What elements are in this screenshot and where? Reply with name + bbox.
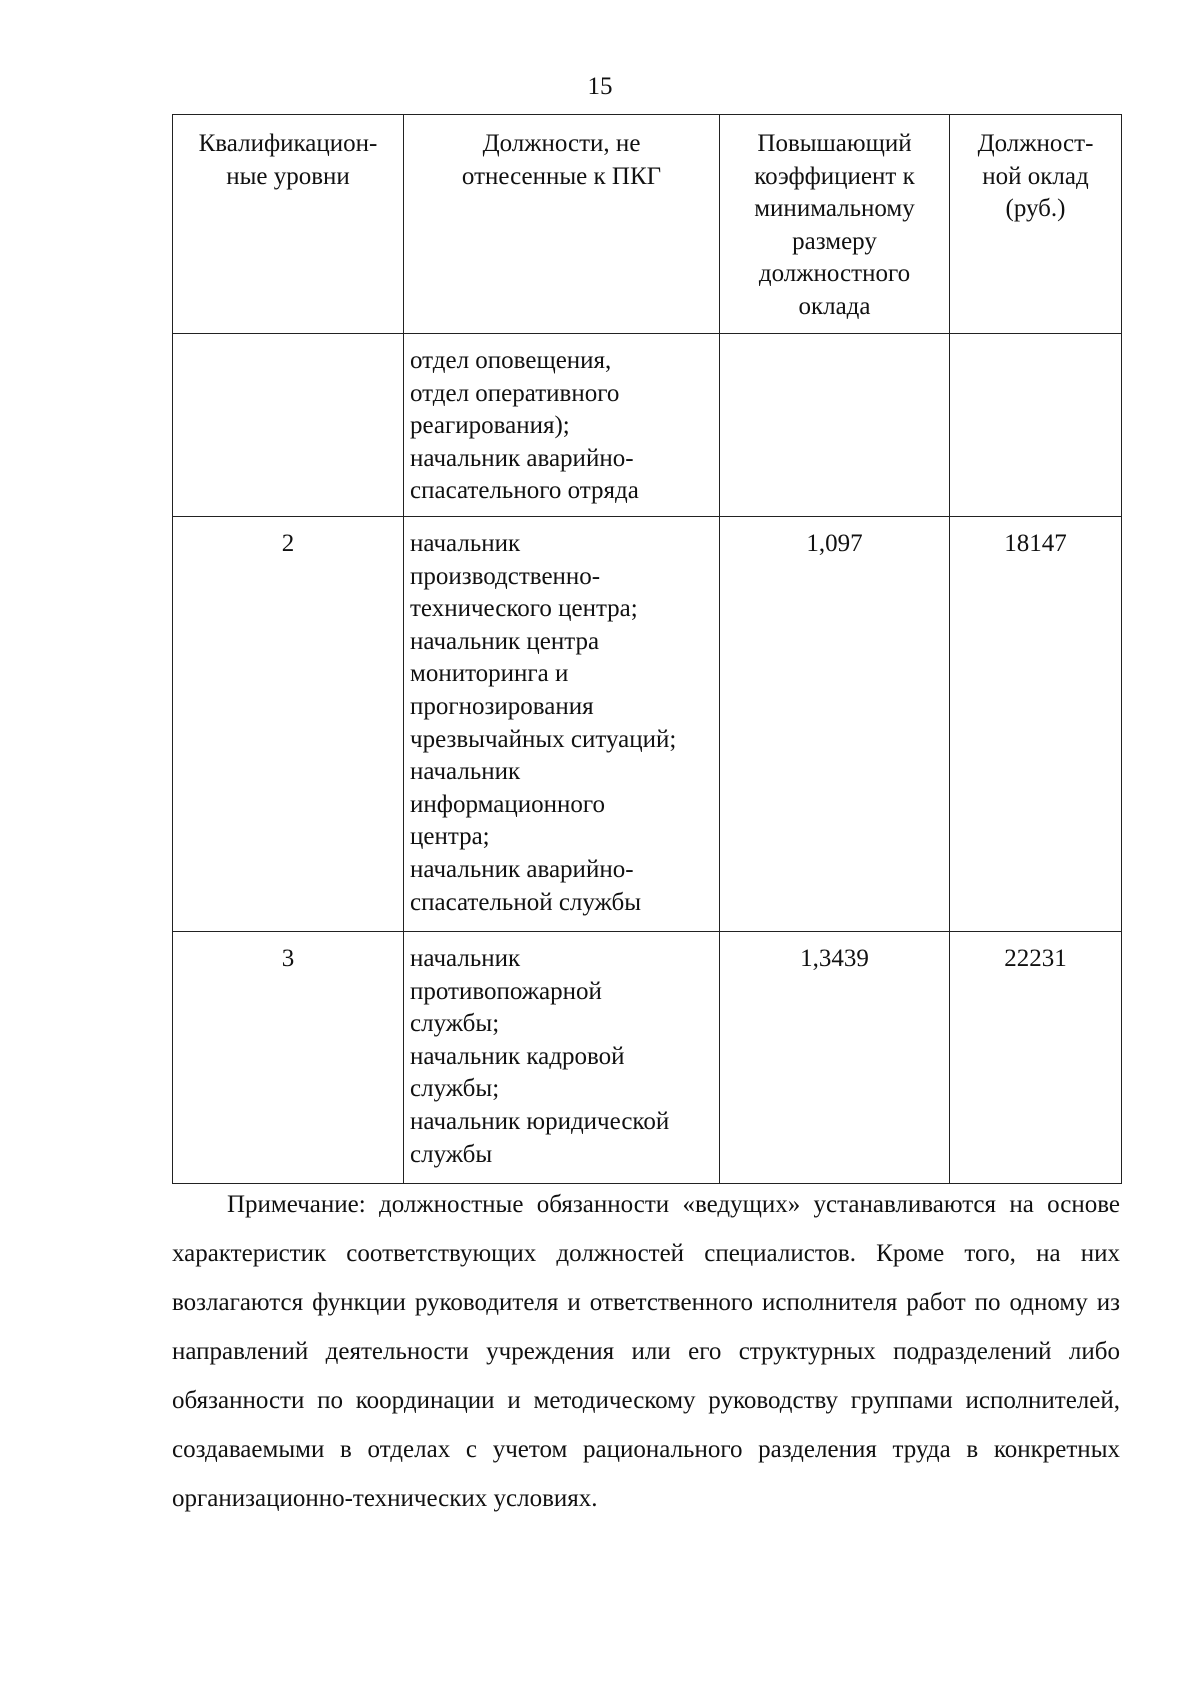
note-paragraph: Примечание: должностные обязанности «ведущих» устанавливаются на основе характеристик соответствующих должностей специалистов. Кроме того, на них возлагаются функции руководителя и ответственного исполнителя работ по одному из направлений деятельности учреждения или его структурных подразделений либо обязанности по координации и методическому руководству группами исполнителей, создаваемыми в отделах с учетом рационального разделения труда в конкретных организационно-технических условиях.	[172, 1191, 1120, 1512]
positions-cell: начальник противопожарной службы; начальник кадровой службы; начальник юридической службы	[404, 932, 720, 1184]
header-salary: Должност- ной оклад (руб.)	[950, 115, 1122, 334]
header-coefficient: Повышающий коэффициент к минимальному размеру должностного оклада	[720, 115, 950, 334]
header-positions: Должности, не отнесенные к ПКГ	[404, 115, 720, 334]
table-header-row	[173, 115, 1122, 334]
salary-cell: 22231	[950, 932, 1122, 1184]
header-qualification-levels: Квалификацион- ные уровни	[173, 115, 404, 334]
table-row	[173, 932, 1122, 1184]
salary-cell: 18147	[950, 517, 1122, 932]
level-cell: 3	[173, 932, 404, 1184]
salary-cell	[950, 334, 1122, 517]
coefficient-cell: 1,3439	[720, 932, 950, 1184]
positions-cell: отдел оповещения, отдел оперативного реагирования); начальник аварийно- спасательного отряда	[404, 334, 720, 517]
coefficient-cell	[720, 334, 950, 517]
level-cell	[173, 334, 404, 517]
coefficient-cell: 1,097	[720, 517, 950, 932]
level-cell: 2	[173, 517, 404, 932]
page-number: 15	[587, 73, 613, 100]
table-row	[173, 334, 1122, 517]
salary-table	[172, 114, 1122, 1184]
table-row	[173, 517, 1122, 932]
positions-cell: начальник производственно- технического центра; начальник центра мониторинга и прогнозирования чрезвычайных ситуаций; начальник информационного центра; начальник аварийно- спасательной службы	[404, 517, 720, 932]
